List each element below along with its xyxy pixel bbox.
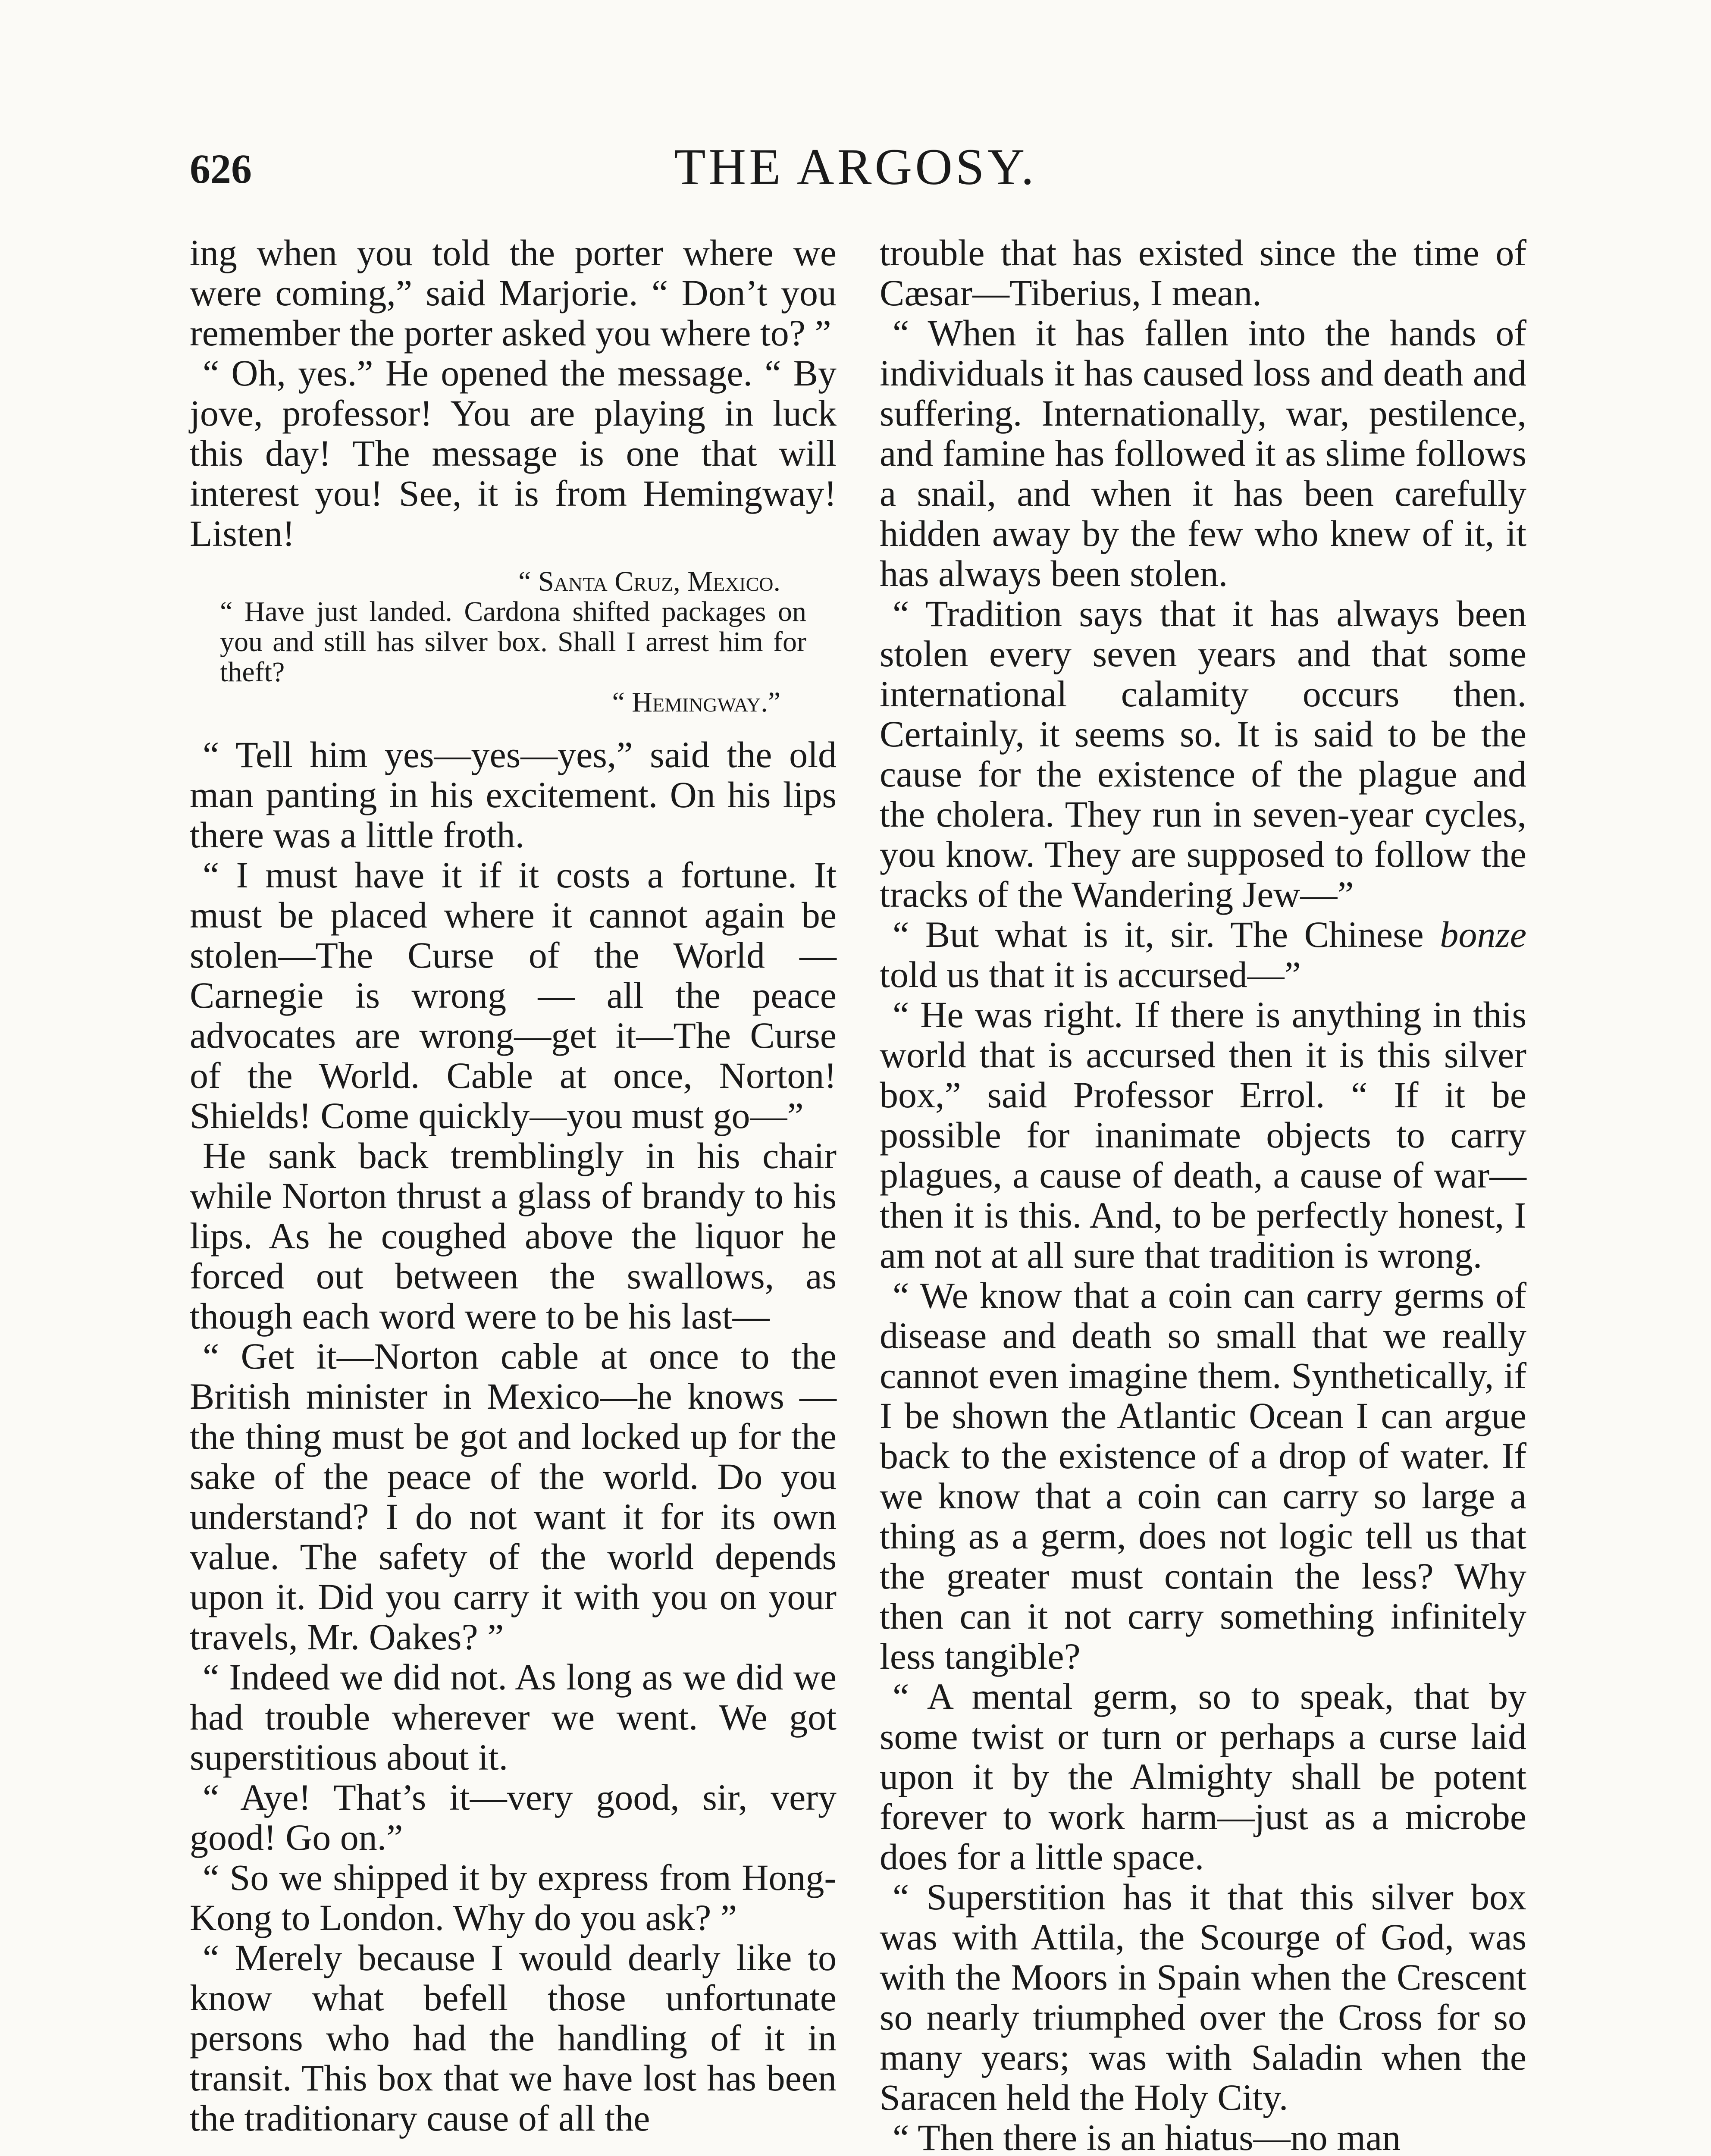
paragraph: trouble that has existed since the time of Cæsar—Tiberius, I mean. (880, 232, 1526, 313)
paragraph: “ Oh, yes.” He opened the message. “ By jove, professor! You are playing in luck this day! The message is one that will interest you! See, it is from Hemingway! Listen! (190, 352, 837, 554)
cable-body: “ Have just landed. Cardona shifted packages on you and still has silver box. Shall I arrest him for theft? (220, 596, 806, 688)
right-column (880, 233, 1526, 2156)
page-header (0, 137, 1711, 206)
cable-message (190, 567, 837, 718)
paragraph: “ Indeed we did not. As long as we did we had trouble wherever we went. We got superstitious about it. (190, 1656, 837, 1778)
paragraph (880, 915, 1526, 995)
paragraph: “ Tell him yes—yes—yes,” said the old man panting in his excitement. On his lips there was a little froth. (190, 734, 837, 856)
left-column (190, 233, 837, 2138)
running-title: THE ARGOSY. (674, 138, 1037, 195)
cable-place: “ Santa Cruz, Mexico. (518, 566, 780, 597)
paragraph: “ A mental germ, so to speak, that by some twist or turn or perhaps a curse laid upon it by the Almighty shall be potent forever to work harm—just as a microbe does for a little space. (880, 1676, 1526, 1877)
paragraph: “ When it has fallen into the hands of individuals it has caused loss and death and suffering. Internationally, war, pestilence, and famine has followed it as slime follows a snail, and when it has been carefully hidden away by the few who knew of it, it has always been stolen. (880, 312, 1526, 594)
paragraph: “ Then there is an hiatus—no man (893, 2117, 1401, 2156)
paragraph: ing when you told the porter where we were coming,” said Marjorie. “ Don’t you remember the porter asked you where to? ” (190, 232, 837, 354)
text-run: “ But what is it, sir. The Chinese (893, 914, 1440, 955)
paragraph: “ So we shipped it by express from Hong-Kong to London. Why do you ask? ” (190, 1857, 837, 1938)
cable-signature: “ Hemingway.” (612, 686, 780, 718)
page-number: 626 (190, 146, 252, 192)
paragraph: “ Merely because I would dearly like to know what befell those unfortunate persons who had the handling of it in transit. This box that we have lost has been the traditionary cause of all the (190, 1937, 837, 2139)
paragraph: “ Get it—Norton cable at once to the British minister in Mexico—he knows —the thing must be got and locked up for the sake of the peace of the world. Do you understand? I do not want it for its own value. The safety of the world depends upon it. Did you carry it with you on your travels, Mr. Oakes? ” (190, 1335, 837, 1658)
paragraph: “ Superstition has it that this silver box was with Attila, the Scourge of God, was with the Moors in Spain when the Crescent so nearly triumphed over the Cross for so many years; was with Saladin when the Saracen held the Holy City. (880, 1876, 1526, 2118)
paragraph: “ Aye! That’s it—very good, sir, very good! Go on.” (190, 1777, 837, 1858)
paragraph: “ We know that a coin can carry germs of disease and death so small that we really cannot even imagine them. Synthetically, if I be shown the Atlantic Ocean I can argue back to the existence of a drop of water. If we know that a coin can carry so large a thing as a germ, does not logic tell us that the greater must contain the less? Why then can it not carry something infinitely less tangible? (880, 1275, 1526, 1677)
italic-word: bonze (1440, 914, 1526, 955)
paragraph: “ I must have it if it costs a fortune. It must be placed where it cannot again be stolen—The Curse of the World — Carnegie is wrong — all the peace advocates are wrong—get it—The Curse of the World. Cable at once, Norton! Shields! Come quickly—you must go—” (190, 854, 837, 1136)
paragraph: “ Tradition says that it has always been stolen every seven years and that some international calamity occurs then. Certainly, it seems so. It is said to be the cause for the existence of the plague and the cholera. They run in seven-year cycles, you know. They are supposed to follow the tracks of the Wandering Jew—” (880, 593, 1526, 915)
paragraph: He sank back tremblingly in his chair while Norton thrust a glass of brandy to his lips. As he coughed above the liquor he forced out between the swallows, as though each word were to be his last— (190, 1135, 837, 1337)
paragraph: “ He was right. If there is anything in this world that is accursed then it is this silver box,” said Professor Errol. “ If it be possible for inanimate objects to carry plagues, a cause of death, a cause of war—then it is this. And, to be perfectly honest, I am not at all sure that tradition is wrong. (880, 994, 1526, 1276)
text-run: told us that it is accursed—” (880, 954, 1301, 995)
